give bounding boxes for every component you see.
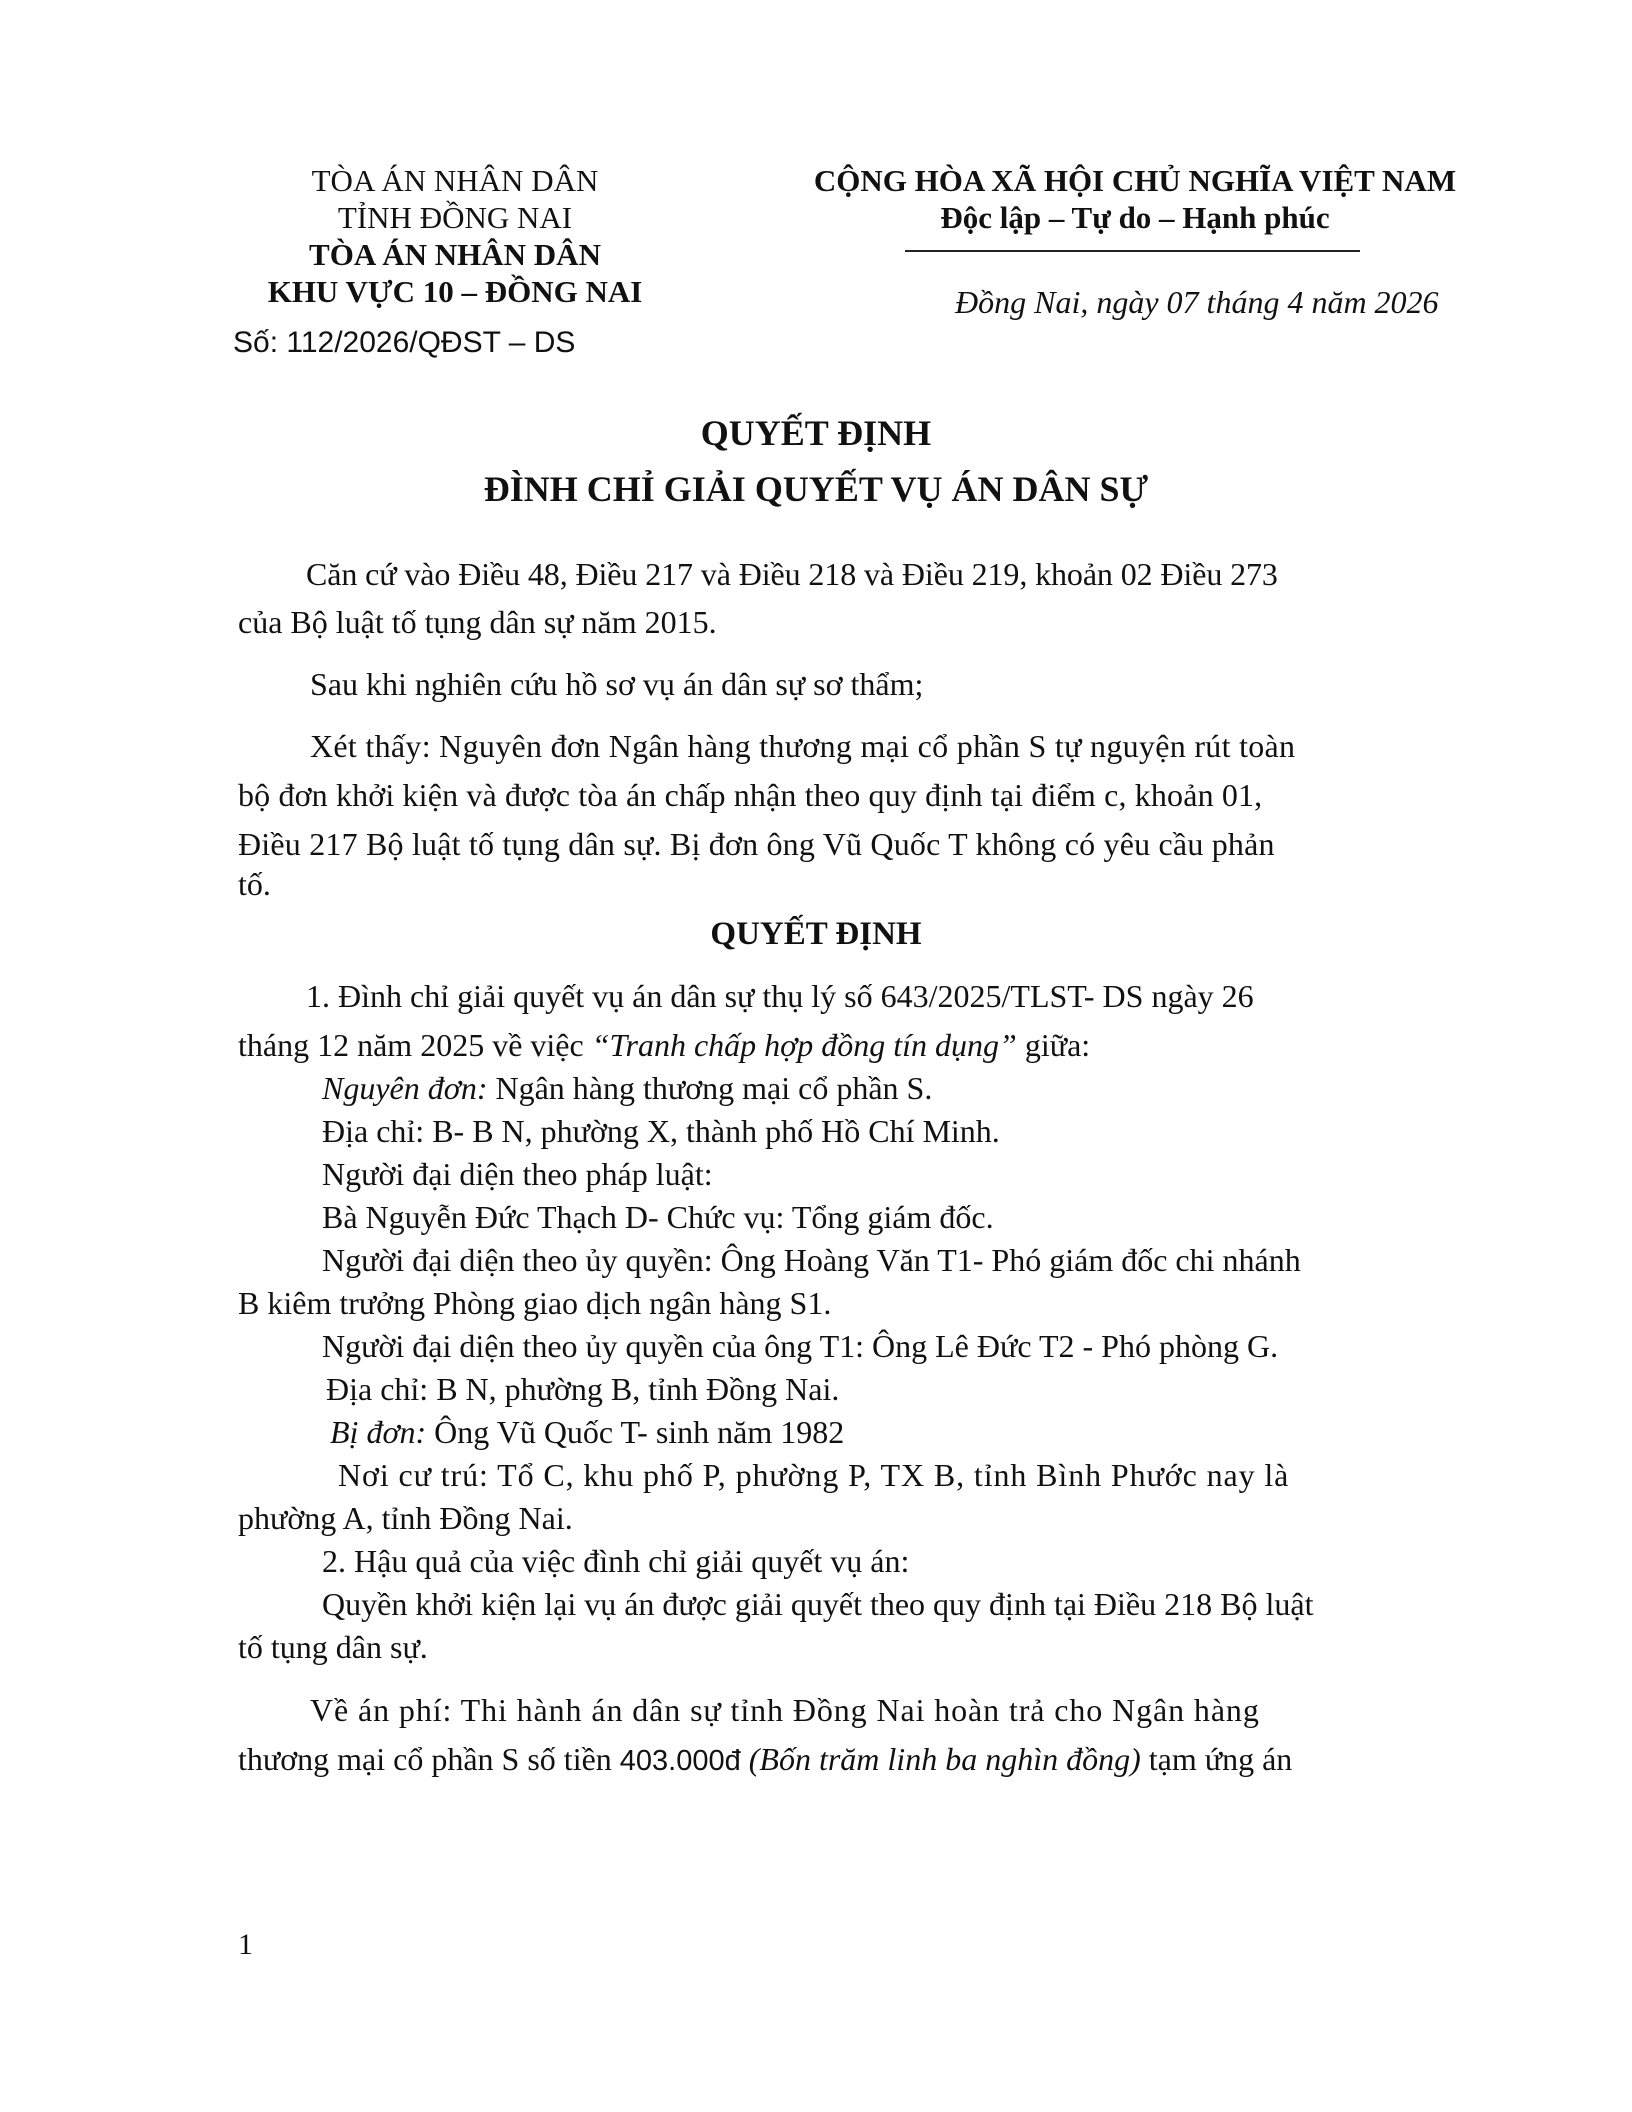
- defendant-label: Bị đơn:: [330, 1414, 427, 1450]
- decision-item-2: 2. Hậu quả của việc đình chỉ giải quyết vụ án:: [322, 1543, 910, 1579]
- legal-basis-line-2: của Bộ luật tố tụng dân sự năm 2015.: [238, 604, 717, 640]
- court-name: TÒA ÁN NHÂN DÂN: [311, 163, 599, 198]
- item-2-text-line-2: tố tụng dân sự.: [238, 1629, 428, 1665]
- decision-item-1-line-2: [238, 1027, 1090, 1064]
- plaintiff-value: Ngân hàng thương mại cổ phần S.: [487, 1070, 933, 1106]
- court-region: KHU VỰC 10 – ĐỒNG NAI: [267, 274, 643, 309]
- review-statement: Sau khi nghiên cứu hồ sơ vụ án dân sự sơ thẩm;: [310, 666, 924, 702]
- decision-item-1-line-1: 1. Đình chỉ giải quyết vụ án dân sự thụ lý số 643/2025/TLST- DS ngày 26: [306, 978, 1254, 1014]
- fee-intro: thương mại cổ phần S số tiền: [238, 1741, 620, 1777]
- auth-rep-line-2: B kiêm trưởng Phòng giao dịch ngân hàng S1.: [238, 1285, 832, 1321]
- legal-basis-line-1: Căn cứ vào Điều 48, Điều 217 và Điều 218 và Điều 219, khoản 02 Điều 273: [306, 556, 1278, 592]
- fee-tail: tạm ứng án: [1140, 1741, 1293, 1777]
- document-title: QUYẾT ĐỊNH: [700, 413, 932, 453]
- auth-rep-t1: Người đại diện theo ủy quyền của ông T1: Ông Lê Đức T2 - Phó phòng G.: [322, 1328, 1279, 1364]
- fee-line-2: [238, 1741, 1292, 1778]
- case-between: giữa:: [1016, 1027, 1091, 1063]
- case-type: “Tranh chấp hợp đồng tín dụng”: [591, 1027, 1017, 1063]
- court-province: TỈNH ĐỒNG NAI: [337, 200, 573, 235]
- legal-rep: Bà Nguyễn Đức Thạch D- Chức vụ: Tổng giám đốc.: [322, 1199, 994, 1235]
- motto-underline: [905, 250, 1360, 252]
- fee-line-1: Về án phí: Thi hành án dân sự tỉnh Đồng Nai hoàn trả cho Ngân hàng: [310, 1692, 1260, 1728]
- national-title: CỘNG HÒA XÃ HỘI CHỦ NGHĨA VIỆT NAM: [813, 163, 1457, 198]
- auth-rep-address: Địa chỉ: B N, phường B, tỉnh Đồng Nai.: [326, 1371, 840, 1407]
- document-date: Đồng Nai, ngày 07 tháng 4 năm 2026: [955, 284, 1439, 320]
- auth-rep-line-1: Người đại diện theo ủy quyền: Ông Hoàng Văn T1- Phó giám đốc chi nhánh: [322, 1242, 1301, 1278]
- plaintiff-address: Địa chỉ: B- B N, phường X, thành phố Hồ Chí Minh.: [322, 1113, 1000, 1149]
- court-header: [230, 162, 680, 310]
- item-2-text-line-1: Quyền khởi kiện lại vụ án được giải quyết theo quy định tại Điều 218 Bộ luật: [322, 1586, 1314, 1622]
- defendant-value: Ông Vũ Quốc T- sinh năm 1982: [426, 1414, 845, 1450]
- legal-rep-label: Người đại diện theo pháp luật:: [322, 1156, 713, 1192]
- national-header: [770, 162, 1500, 236]
- finding-line-1: Xét thấy: Nguyên đơn Ngân hàng thương mại cổ phần S tự nguyện rút toàn: [310, 728, 1296, 764]
- plaintiff-label: Nguyên đơn:: [322, 1070, 488, 1106]
- national-motto: Độc lập – Tự do – Hạnh phúc: [940, 200, 1330, 235]
- fee-amount-words: (Bốn trăm linh ba nghìn đồng): [748, 1741, 1141, 1777]
- finding-line-2: bộ đơn khởi kiện và được tòa án chấp nhận theo quy định tại điểm c, khoản 01,: [238, 777, 1263, 813]
- residence-line-1: Nơi cư trú: Tổ C, khu phố P, phường P, TX B, tỉnh Bình Phước nay là: [338, 1457, 1290, 1493]
- finding-line-3: Điều 217 Bộ luật tố tụng dân sự. Bị đơn ông Vũ Quốc T không có yêu cầu phản: [238, 826, 1275, 862]
- decision-number: Số: 112/2026/QĐST – DS: [233, 326, 576, 359]
- case-intro: tháng 12 năm 2025 về việc: [238, 1027, 592, 1063]
- page-number: 1: [238, 1928, 253, 1961]
- defendant-line: [330, 1414, 844, 1451]
- decision-heading: QUYẾT ĐỊNH: [710, 916, 922, 952]
- residence-line-2: phường A, tỉnh Đồng Nai.: [238, 1500, 573, 1536]
- document-subtitle: ĐÌNH CHỈ GIẢI QUYẾT VỤ ÁN DÂN SỰ: [483, 469, 1149, 509]
- plaintiff-line: [322, 1070, 932, 1107]
- court-name-bold: TÒA ÁN NHÂN DÂN: [309, 237, 601, 272]
- fee-amount: 403.000đ: [619, 1745, 741, 1777]
- finding-line-4: tố.: [238, 866, 271, 902]
